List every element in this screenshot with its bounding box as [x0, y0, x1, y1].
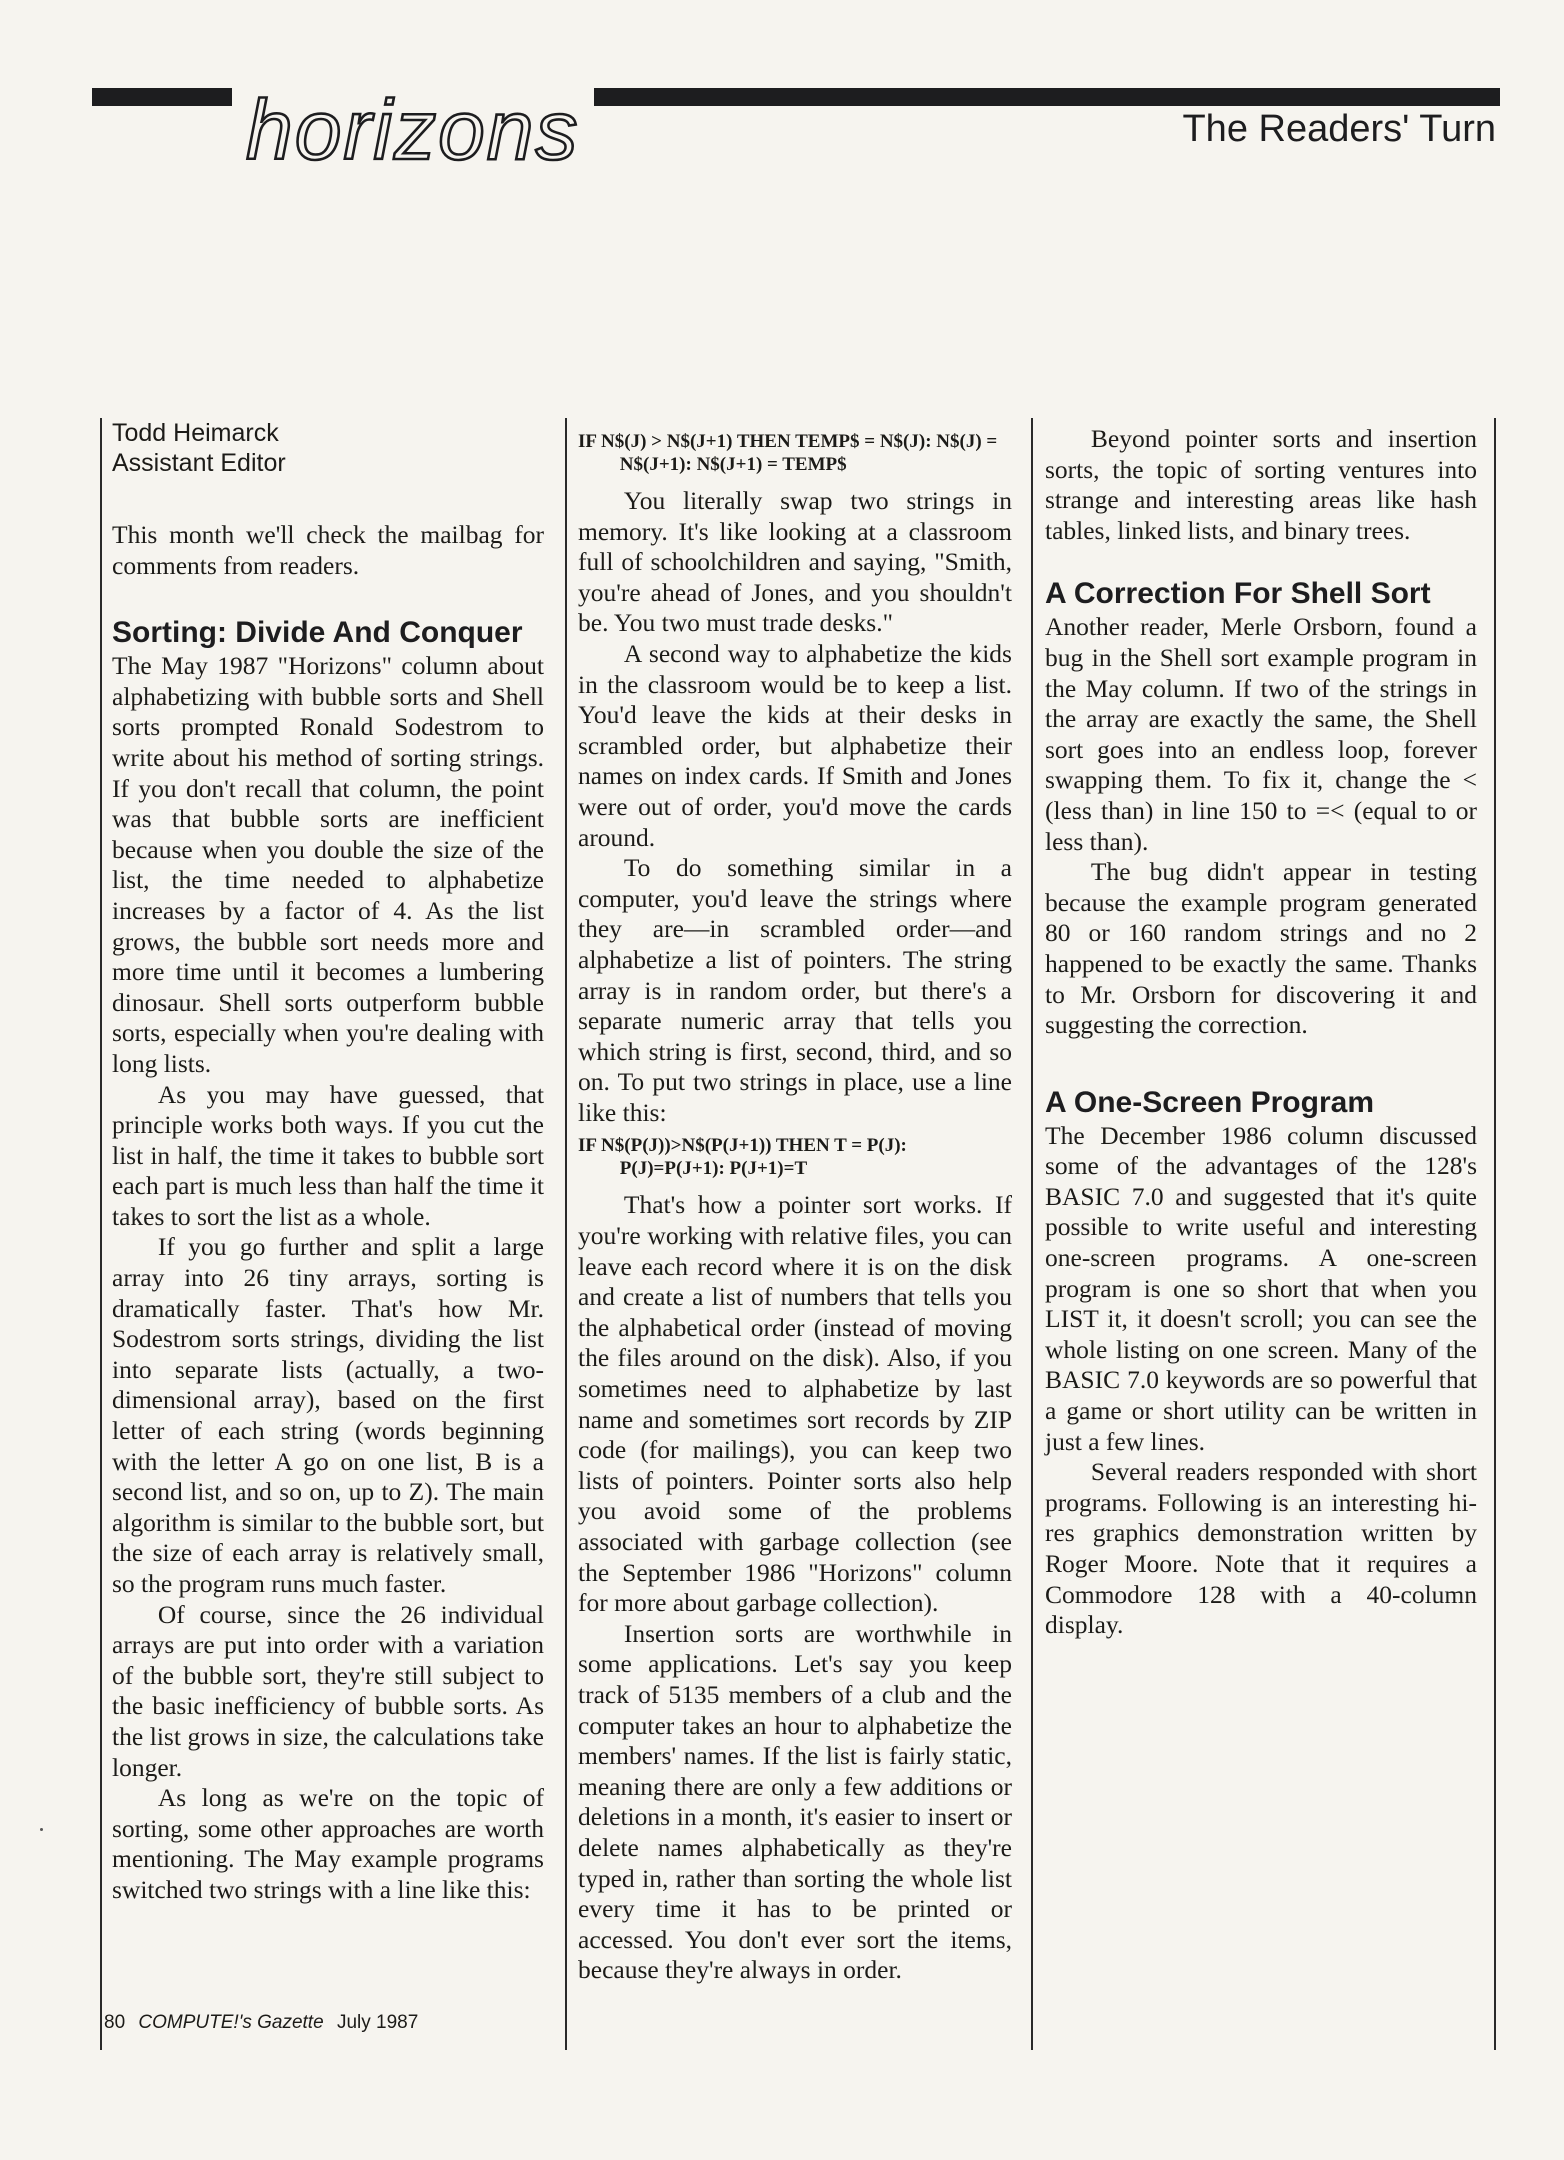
sorting-paragraph-10: Insertion sorts are worthwhile in some applications. Let's say you keep track of 5135 members of a club and the computer takes an hour to alphabetize the members' names. If the list is fairly static, meaning there are only a few additions or deletions in a month, it's easier to insert or delete names alphabetically as they're typed in, rather than sorting the whole list every time it has to be printed or accessed. You don't ever sort the items, because they're always in order. — [578, 1618, 1012, 1985]
column-rule-1 — [565, 418, 567, 2050]
sorting-paragraph-7: A second way to alphabetize the kids in the classroom would be to keep a list. You'd leave the kids at their desks in scrambled order, but alphabetize their names on index cards. If Smith and Jones were out of order, you'd move the cards around. — [578, 638, 1012, 852]
column-2 — [578, 424, 1012, 1986]
sorting-paragraph-2: As you may have guessed, that principle works both ways. If you cut the list in half, the time it takes to bubble sort each part is much less than half the time it takes to sort the list as a whole. — [112, 1079, 544, 1231]
sorting-paragraph-1: The May 1987 "Horizons" column about alphabetizing with bubble sorts and Shell sorts prompted Ronald Sodestrom to write about his method of sorting strings. If you don't recall that column, the point was that bubble sorts are inefficient because when you double the size of the list, the time needed to alphabetize increases by a factor of 4. As the list grows, the bubble sort needs more and more time until it becomes a lumbering dinosaur. Shell sorts outperform bubble sorts, especially when you're dealing with long lists. — [112, 651, 544, 1078]
intro-paragraph: This month we'll check the mailbag for comments from readers. — [112, 520, 544, 580]
page-number: 80 — [104, 2012, 126, 2033]
byline — [112, 418, 544, 478]
column-1 — [112, 418, 544, 1906]
column-rule-left — [100, 418, 102, 2050]
sorting-paragraph-3: If you go further and split a large array into 26 tiny arrays, sorting is dramatically faster. That's how Mr. Sodestrom sorts strings, dividing the list into separate lists (actually, a two-dimensional array), based on the first letter of each string (words beginning with the letter A go on one list, B is a second list, and so on, up to Z). The main algorithm is similar to the bubble sort, but the size of each array is relatively small, so the program runs much faster. — [112, 1232, 544, 1598]
column-3 — [1045, 424, 1477, 1641]
sorting-paragraph-4: Of course, since the 26 individual arrays are put into order with a variation of the bubble sort, they're still subject to the basic inefficiency of bubble sorts. As the list grows in size, the calculations take longer. — [112, 1599, 544, 1782]
sorting-paragraph-6: You literally swap two strings in memory. It's like looking at a classroom full of schoolchildren and saying, "Smith, you're ahead of Jones, and you shouldn't be. You two must trade desks." — [578, 486, 1012, 638]
sorting-paragraph-9: That's how a pointer sort works. If you're working with relative files, you can leave each record where it is on the disk and create a list of numbers that tells you the alphabetical order (instead of moving the files around on the disk). Also, if you sometimes need to alphabetize by last name and sometimes sort records by ZIP code (for mailings), you can keep two lists of pointers. Pointer sorts also help you avoid some of the problems associated with garbage collection (see the September 1986 "Horizons" column for more about garbage collection). — [578, 1190, 1012, 1618]
horizons-logo: horizons — [232, 84, 594, 176]
column-rule-2 — [1031, 418, 1033, 2050]
heading-sorting: Sorting: Divide And Conquer — [112, 616, 523, 650]
section-title: The Readers' Turn — [1182, 108, 1496, 150]
magazine-name: COMPUTE!'s Gazette — [138, 2012, 324, 2033]
sorting-paragraph-5: As long as we're on the topic of sorting, some other approaches are worth mentioning. The May example programs switched two strings with a line like this: — [112, 1783, 544, 1904]
correction-paragraph-2: The bug didn't appear in testing because the example program generated 80 or 160 random strings and no 2 happened to be exactly the same. Thanks to Mr. Orsborn for discovering it and suggesting the correction. — [1045, 857, 1477, 1040]
author-title: Assistant Editor — [112, 449, 286, 477]
code-swap-strings: IF N$(J) > N$(J+1) THEN TEMP$ = N$(J): N$(J) = N$(J+1): N$(J+1) = TEMP$ — [578, 431, 998, 475]
one-screen-paragraph-1: The December 1986 column discussed some of the advantages of the 128's BASIC 7.0 and suggested that it's quite possible to write useful and interesting one-screen programs. A one-screen program is one so short that when you LIST it, it doesn't scroll; you can see the whole listing on one screen. Many of the BASIC 7.0 keywords are so powerful that a game or short utility can be written in just a few lines. — [1045, 1120, 1477, 1456]
one-screen-paragraph-2: Several readers responded with short programs. Following is an interesting hi-res graphics demonstration written by Roger Moore. Note that it requires a Commodore 128 with a 40-column display. — [1045, 1457, 1477, 1640]
author-name: Todd Heimarck — [112, 419, 279, 447]
sorting-paragraph-11: Beyond pointer sorts and insertion sorts, the topic of sorting ventures into strange and interesting areas like hash tables, linked lists, and binary trees. — [1045, 424, 1477, 545]
heading-correction: A Correction For Shell Sort — [1045, 577, 1431, 611]
print-speck — [40, 1828, 43, 1831]
sorting-paragraph-8: To do something similar in a computer, you'd leave the strings where they are—in scrambled order—and alphabetize a list of pointers. The string array is in random order, but there's a separate numeric array that tells you which string is first, second, third, and so on. To put two strings in place, use a line like this: — [578, 853, 1012, 1127]
correction-paragraph-1: Another reader, Merle Orsborn, found a bug in the Shell sort example program in the May column. If two of the strings in the array are exactly the same, the Shell sort goes into an endless loop, forever swapping them. To fix it, change the < (less than) in line 150 to =< (equal to or less than). — [1045, 612, 1477, 856]
column-rule-right — [1494, 418, 1496, 2050]
issue-date: July 1987 — [336, 2012, 419, 2033]
code-pointer-sort: IF N$(P(J))>N$(P(J+1)) THEN T = P(J): P(J)=P(J+1): P(J+1)=T — [578, 1135, 907, 1180]
heading-one-screen: A One-Screen Program — [1045, 1085, 1374, 1119]
page-footer — [104, 2012, 418, 2034]
